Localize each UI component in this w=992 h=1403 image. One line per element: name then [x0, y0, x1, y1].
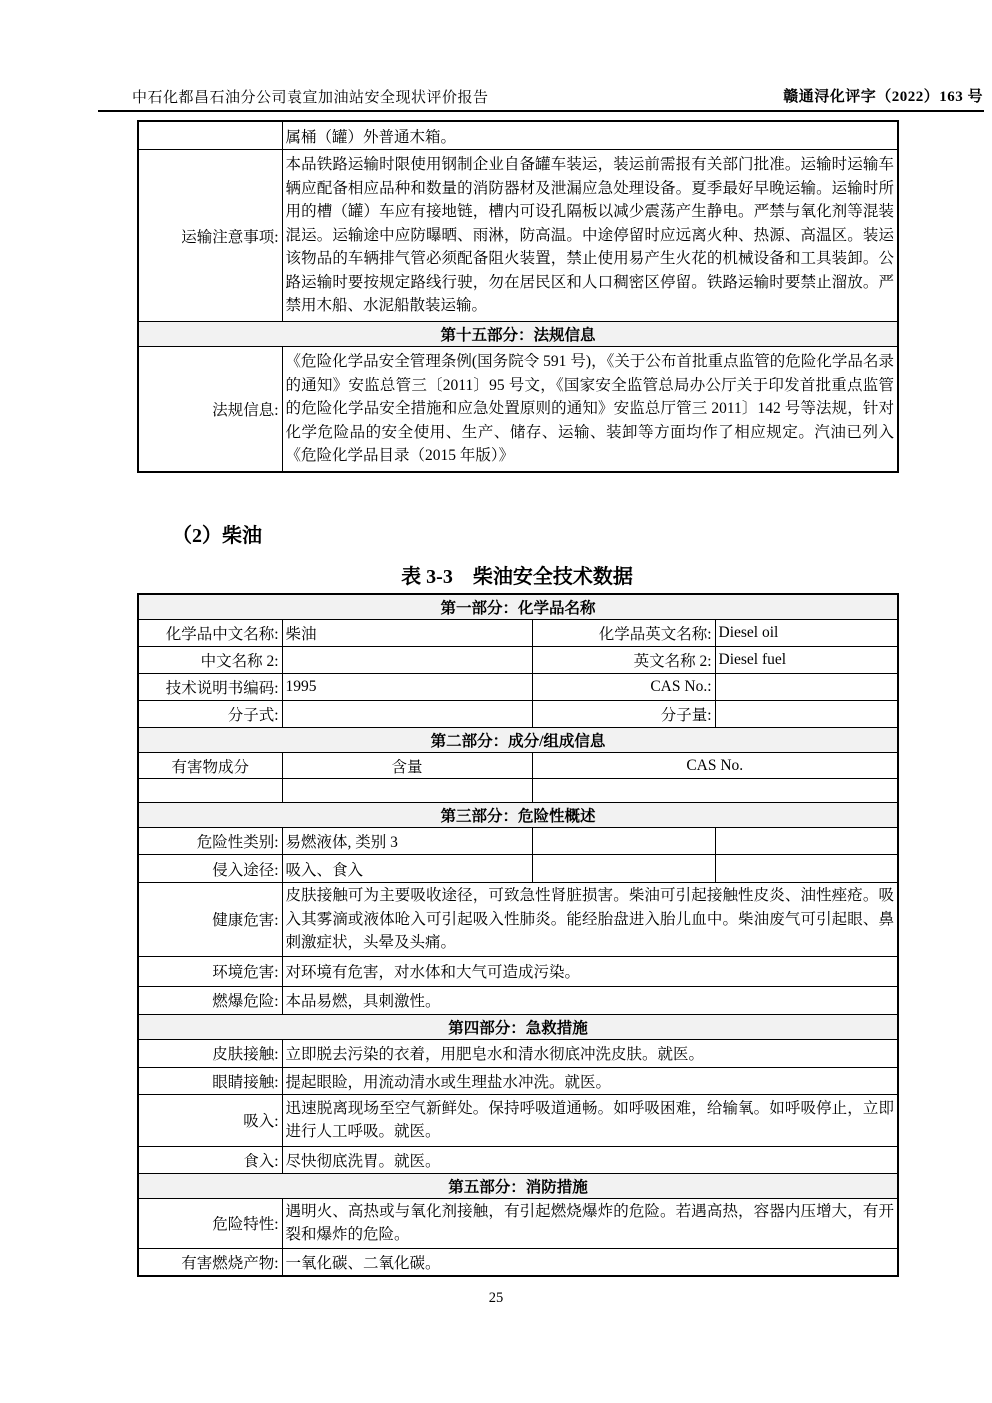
- skin-contact-label: 皮肤接触:: [138, 1039, 282, 1067]
- packaging-tail-text: 属桶（罐）外普通木箱。: [282, 121, 898, 150]
- fire-explosion-label: 燃爆危险:: [138, 986, 282, 1014]
- section-header-row: [138, 322, 898, 347]
- molecular-formula-value: [282, 701, 532, 728]
- cas-col: CAS No.: [532, 753, 898, 779]
- health-hazard-text: 皮肤接触可为主要吸收途径，可致急性肾脏损害。柴油可引起接触性皮炎、油性痤疮。吸入其雾滴或液体呛入可引起吸入性肺炎。能经胎盘进入胎儿血中。柴油废气可引起眼、鼻刺激症状，头晕及头痛。: [282, 883, 898, 957]
- tech-code-label: 技术说明书编码:: [138, 674, 282, 701]
- law-info-text: 《危险化学品安全管理条例(国务院令 591 号)，《关于公布首批重点监管的危险化学品名录的通知》安监总管三〔2011〕95 号文，《国家安全监管总局办公厅关于印发首批重点监管的危险化学品安全措施和应急处置原则的通知》安监总厅管三 2011〕142 号等法规，针对化学危险品的安全使用、生产、储存、运输、装卸等方面均作了相应规定。汽油已列入《危险化学品目录（2015 年版）》: [282, 347, 898, 473]
- table-row: [138, 1094, 898, 1146]
- table-row: [138, 855, 898, 883]
- skin-contact-text: 立即脱去污染的衣着，用肥皂水和清水彻底冲洗皮肤。就医。: [282, 1039, 898, 1067]
- en-name2-label: 英文名称 2:: [532, 647, 715, 674]
- inhalation-text: 迅速脱离现场至空气新鲜处。保持呼吸道通畅。如呼吸困难，给输氧。如呼吸停止，立即进行人工呼吸。就医。: [282, 1094, 898, 1146]
- entry-route-label: 侵入途径:: [138, 855, 282, 883]
- cas-cell-empty: [532, 779, 898, 803]
- section-header-row: [138, 803, 898, 828]
- part3-section-header: 第三部分：危险性概述: [138, 803, 898, 828]
- part5-section-header: 第五部分：消防措施: [138, 1173, 898, 1198]
- table-row: [138, 121, 898, 150]
- table-row: [138, 753, 898, 779]
- entry-route-extra1-empty: [532, 855, 715, 883]
- content-cell-empty: [282, 779, 532, 803]
- section-header-row: [138, 728, 898, 753]
- entry-route-extra2-empty: [715, 855, 898, 883]
- page-number: 25: [488, 1290, 504, 1306]
- table-row: [138, 701, 898, 728]
- env-hazard-label: 环境危害:: [138, 956, 282, 986]
- diesel-safety-data-table: [137, 593, 899, 1277]
- cn-name-label: 化学品中文名称:: [138, 620, 282, 647]
- ingestion-text: 尽快彻底洗胃。就医。: [282, 1146, 898, 1173]
- table-row: [138, 1146, 898, 1173]
- en-name-value: Diesel oil: [715, 620, 898, 647]
- table-row: [138, 1039, 898, 1067]
- report-header-doc-number: 赣通浔化评字（2022）163 号: [783, 89, 983, 105]
- cas-no-label: CAS No.:: [532, 674, 715, 701]
- law-info-label: 法规信息:: [138, 347, 282, 473]
- hazard-class-label: 危险性类别:: [138, 828, 282, 855]
- en-name2-value: Diesel fuel: [715, 647, 898, 674]
- part2-section-header: 第二部分：成分/组成信息: [138, 728, 898, 753]
- section-header-row: [138, 594, 898, 620]
- env-hazard-text: 对环境有危害，对水体和大气可造成污染。: [282, 956, 898, 986]
- header-rule: [98, 110, 984, 112]
- diesel-section-heading: （2）柴油: [172, 525, 262, 547]
- hazard-class-value: 易燃液体, 类别 3: [282, 828, 532, 855]
- transport-notes-label: 运输注意事项:: [138, 150, 282, 322]
- part4-section-header: 第四部分：急救措施: [138, 1014, 898, 1039]
- table-row: [138, 647, 898, 674]
- table-row: [138, 779, 898, 803]
- msds-table-continued: [137, 120, 899, 473]
- report-header-title: 中石化都昌石油分公司袁宣加油站安全现状评价报告: [132, 90, 489, 106]
- combustion-products-text: 一氧化碳、二氧化碳。: [282, 1248, 898, 1276]
- harmful-component-col: 有害物成分: [138, 753, 282, 779]
- packaging-label-empty: [138, 121, 282, 150]
- cn-name2-label: 中文名称 2:: [138, 647, 282, 674]
- inhalation-label: 吸入:: [138, 1094, 282, 1146]
- table-row: [138, 620, 898, 647]
- table-row: [138, 1248, 898, 1276]
- eye-contact-text: 提起眼睑，用流动清水或生理盐水冲洗。就医。: [282, 1067, 898, 1094]
- table-3-3-title: 表 3-3 柴油安全技术数据: [401, 566, 633, 588]
- section-header-row: [138, 1014, 898, 1039]
- table-row: [138, 956, 898, 986]
- danger-characteristics-label: 危险特性:: [138, 1198, 282, 1248]
- hazard-class-extra1-empty: [532, 828, 715, 855]
- ingestion-label: 食入:: [138, 1146, 282, 1173]
- part1-section-header: 第一部分：化学品名称: [138, 594, 898, 620]
- molecular-formula-label: 分子式:: [138, 701, 282, 728]
- health-hazard-label: 健康危害:: [138, 883, 282, 957]
- table-row: [138, 986, 898, 1014]
- cas-no-value: [715, 674, 898, 701]
- table-row: [138, 883, 898, 957]
- entry-route-value: 吸入、食入: [282, 855, 532, 883]
- table-row: [138, 347, 898, 473]
- cn-name2-value: [282, 647, 532, 674]
- hazard-class-extra2-empty: [715, 828, 898, 855]
- table-row: [138, 828, 898, 855]
- fire-explosion-text: 本品易燃，具刺激性。: [282, 986, 898, 1014]
- table-row: [138, 674, 898, 701]
- combustion-products-label: 有害燃烧产物:: [138, 1248, 282, 1276]
- cn-name-value: 柴油: [282, 620, 532, 647]
- transport-notes-text: 本品铁路运输时限使用钢制企业自备罐车装运，装运前需报有关部门批准。运输时运输车辆应配备相应品种和数量的消防器材及泄漏应急处理设备。夏季最好早晚运输。运输时所用的槽（罐）车应有接地链，槽内可设孔隔板以减少震荡产生静电。严禁与氧化剂等混装混运。运输途中应防曝晒、雨淋，防高温。中途停留时应远离火种、热源、高温区。装运该物品的车辆排气管必须配备阻火装置，禁止使用易产生火花的机械设备和工具装卸。公路运输时要按规定路线行驶，勿在居民区和人口稠密区停留。铁路运输时要禁止溜放。严禁用木船、水泥船散装运输。: [282, 150, 898, 322]
- en-name-label: 化学品英文名称:: [532, 620, 715, 647]
- part15-section-header: 第十五部分：法规信息: [138, 322, 898, 347]
- eye-contact-label: 眼睛接触:: [138, 1067, 282, 1094]
- harmful-component-cell-empty: [138, 779, 282, 803]
- table-row: [138, 1198, 898, 1248]
- danger-characteristics-text: 遇明火、高热或与氧化剂接触，有引起燃烧爆炸的危险。若遇高热，容器内压增大，有开裂和爆炸的危险。: [282, 1198, 898, 1248]
- tech-code-value: 1995: [282, 674, 532, 701]
- content-col: 含量: [282, 753, 532, 779]
- section-header-row: [138, 1173, 898, 1198]
- molecular-weight-label: 分子量:: [532, 701, 715, 728]
- table-row: [138, 1067, 898, 1094]
- molecular-weight-value: [715, 701, 898, 728]
- table-row: [138, 150, 898, 322]
